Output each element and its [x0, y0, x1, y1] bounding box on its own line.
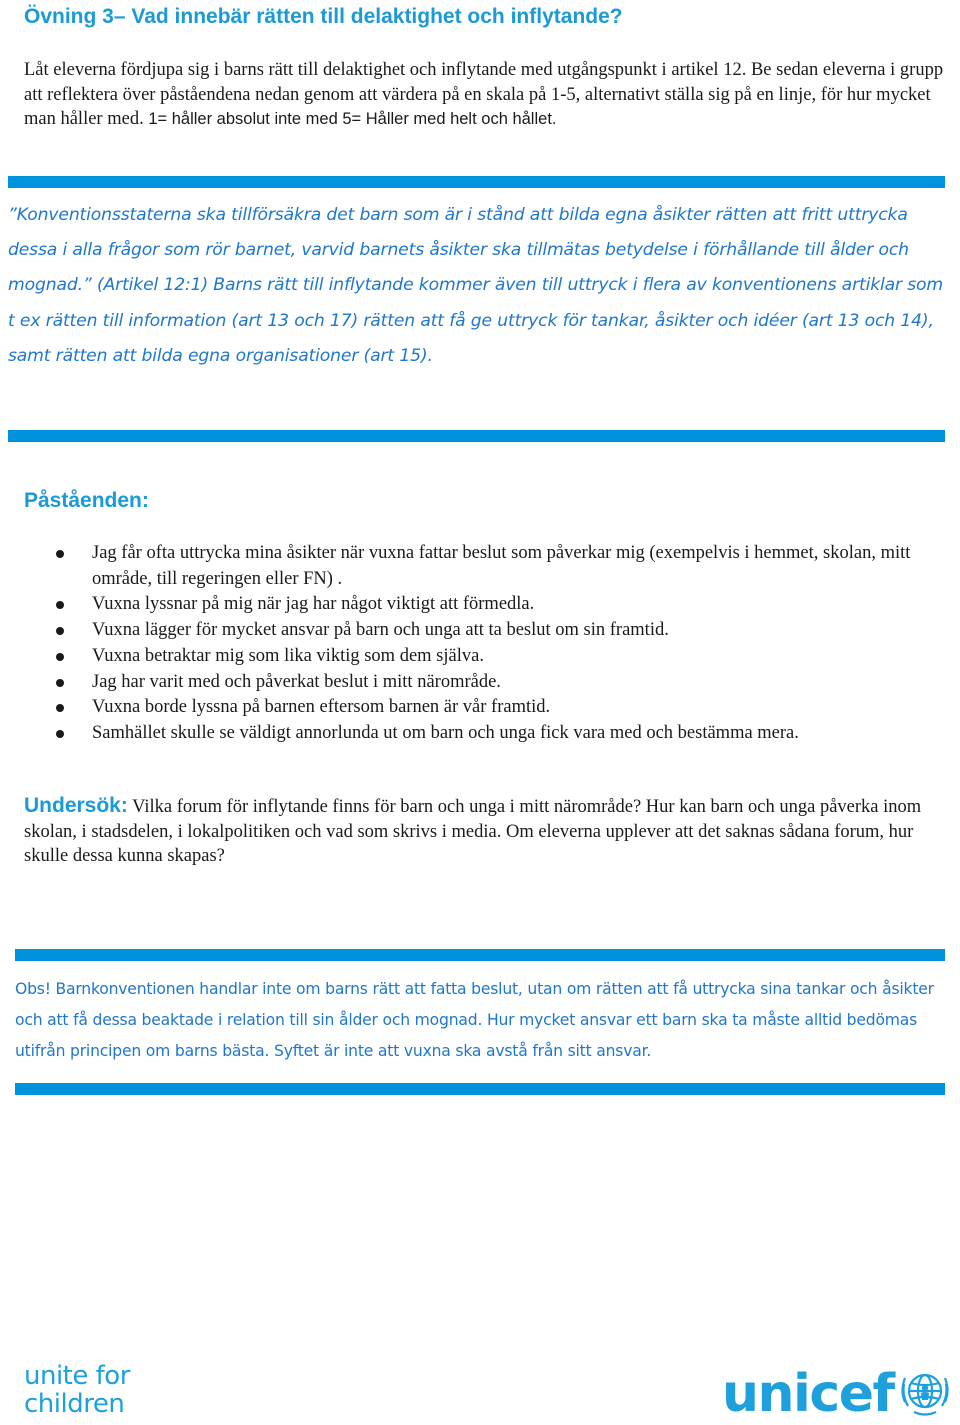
- intro-paragraph: [24, 58, 949, 132]
- divider-middle: [8, 430, 945, 442]
- list-item-text: Jag har varit med och påverkat beslut i mitt närområde.: [92, 671, 501, 692]
- unicef-wordmark: unicef: [722, 1364, 894, 1424]
- list-item: [52, 541, 942, 592]
- list-item-text: Vuxna lägger för mycket ansvar på barn och unga att ta beslut om sin framtid.: [92, 620, 669, 641]
- list-item-text: Jag får ofta uttrycka mina åsikter när vuxna fattar beslut som påverkar mig (exempelvis i hemmet, skolan, mitt område, till regeringen eller FN) .: [92, 543, 911, 589]
- list-item: [52, 721, 942, 747]
- slogan-line-2: children: [24, 1389, 125, 1419]
- slogan-line-1: unite for: [24, 1361, 130, 1391]
- note-paragraph: Obs! Barnkonventionen handlar inte om barns rätt att fatta beslut, utan om rätten att få uttrycka sina tankar och åsikter och att få dessa beaktade i relation till sin ålder och mognad. Hur mycket ansvar ett barn ska ta måste alltid bedömas utifrån principen om barns bästa. Syftet är inte att vuxna ska avstå från sitt ansvar.: [15, 980, 934, 1060]
- list-item: [52, 618, 942, 644]
- list-item: [52, 592, 942, 618]
- divider-top: [8, 176, 945, 188]
- bullet-icon: [56, 550, 64, 558]
- list-item-text: Vuxna lyssnar på mig när jag har något viktigt att förmedla.: [92, 594, 535, 615]
- bullet-icon: [56, 653, 64, 661]
- page-title: Övning 3– Vad innebär rätten till delaktighet och inflytande?: [24, 5, 623, 28]
- unite-for-children-slogan: [24, 1362, 130, 1418]
- divider-note-bottom: [15, 1083, 945, 1095]
- list-item-text: Vuxna borde lyssna på barnen eftersom barnen är vår framtid.: [92, 697, 551, 718]
- article-quote: ”Konventionsstaterna ska tillförsäkra det barn som är i stånd att bilda egna åsikter rätten att fritt uttrycka dessa i alla frågor som rör barnet, varvid barnets åsikter ska tillmätas betydelse i förhållande till ålder och mognad.” (Artikel 12:1) Barns rätt till inflytande kommer även till uttryck i flera av konventionens artiklar som t ex rätten till information (art 13 och 17) rätten att få ge uttryck för tankar, åsikter och idéer (art 13 och 14), samt rätten att bilda egna organisationer (art 15).: [8, 205, 944, 366]
- bullet-icon: [56, 679, 64, 687]
- unicef-logo: [722, 1360, 954, 1422]
- statements-list: [52, 541, 942, 747]
- list-item-text: Vuxna betraktar mig som lika viktig som dem själva.: [92, 645, 484, 666]
- explore-paragraph: [24, 794, 949, 869]
- list-item: [52, 670, 942, 696]
- intro-text: Låt eleverna fördjupa sig i barns rätt till delaktighet och inflytande med utgångspunkt i artikel 12. Be sedan eleverna i grupp att reflektera över påståendena nedan genom att värdera på en skala på 1-5, alternativt ställa sig på en linje, för hur mycket man håller med.: [24, 60, 944, 129]
- divider-note-top: [15, 949, 945, 961]
- list-item: [52, 644, 942, 670]
- unicef-emblem-icon: [896, 1362, 954, 1420]
- statements-heading: Påståenden:: [24, 489, 149, 512]
- list-item: [52, 695, 942, 721]
- scale-description: 1= håller absolut inte med 5= Håller med helt och hållet.: [148, 110, 557, 128]
- explore-label: Undersök:: [24, 794, 128, 817]
- bullet-icon: [56, 627, 64, 635]
- bullet-icon: [56, 601, 64, 609]
- bullet-icon: [56, 704, 64, 712]
- bullet-icon: [56, 730, 64, 738]
- explore-text: Vilka forum för inflytande finns för barn och unga i mitt närområde? Hur kan barn och unga påverka inom skolan, i stadsdelen, i lokalpolitiken och vad som skrivs i media. Om eleverna upplever att det saknas sådana forum, hur skulle dessa kunna skapas?: [24, 797, 922, 866]
- list-item-text: Samhället skulle se väldigt annorlunda ut om barn och unga fick vara med och bestämma mera.: [92, 722, 799, 743]
